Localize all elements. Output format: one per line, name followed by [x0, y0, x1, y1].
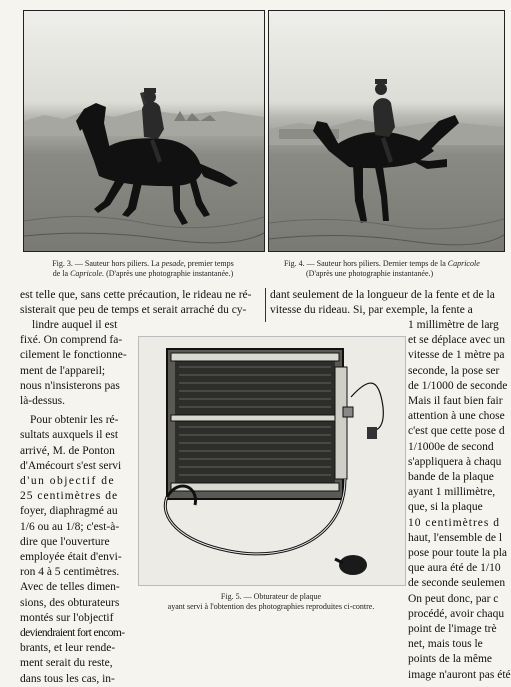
- fig4-caption-line1: Fig. 4. — Sauteur hors piliers. Dernier temps de la: [284, 259, 446, 268]
- text-line: point de l'image trè: [408, 623, 497, 636]
- text-line: est telle que, sans cette précaution, le rideau ne ré-: [20, 289, 252, 301]
- text-line: ayant 1 millimètre,: [408, 486, 496, 499]
- text-line: points de la même: [408, 653, 492, 666]
- fig3-caption-rest: premier temps: [187, 259, 234, 268]
- text-line: sisterait que peu de temps et serait arraché du cy-: [20, 304, 247, 317]
- text-line: foyer, diaphragmé au: [20, 505, 118, 518]
- fig3-caption-line2a: de la: [52, 269, 69, 278]
- figure-5-illustration: [138, 336, 406, 586]
- text-line: dire que l'ouverture: [20, 535, 110, 548]
- text-line: deviendraient fort encom-: [20, 627, 125, 640]
- left-column-intro: [20, 288, 260, 318]
- text-line: Pour obtenir les ré-: [30, 414, 119, 427]
- text-line: attention à une chose: [408, 410, 505, 423]
- plate-shutter-drawing: [139, 337, 405, 585]
- text-line: bande de la plaque: [408, 471, 494, 484]
- text-line: fixé. On comprend fa-: [20, 334, 123, 347]
- text-line: 10 centimètres d: [408, 516, 501, 529]
- fig3-caption-italic: pesade,: [161, 259, 186, 268]
- text-line: haut, l'ensemble de l: [408, 531, 503, 544]
- text-line: 1/1000e de second: [408, 440, 494, 453]
- text-line: 25 centimètres de: [20, 490, 119, 503]
- fig5-caption-line1: Fig. 5. — Obturateur de plaque: [220, 592, 322, 601]
- text-line: ment serait du reste,: [20, 657, 113, 670]
- text-line: d'Amécourt s'est servi: [20, 459, 122, 472]
- text-line: c'est que cette pose d: [408, 425, 505, 438]
- fig4-caption-line2: (D'après une photographie instantanée.): [306, 269, 434, 278]
- text-line: que aura été de 1/10: [408, 562, 501, 575]
- text-line: ment de l'appareil;: [20, 364, 106, 377]
- text-line: sultats auxquels il est: [20, 429, 119, 442]
- right-column-intro: [270, 288, 500, 318]
- text-line: procédé, avoir chaqu: [408, 607, 505, 620]
- text-line: 1 millimètre de larg: [408, 319, 499, 331]
- figure-4-caption: [268, 259, 503, 279]
- text-line: d'un objectif de: [20, 475, 116, 488]
- text-line: s'appliquera à chaqu: [408, 455, 502, 468]
- text-line: lindre auquel il est: [32, 319, 118, 331]
- text-line: dans tous les cas, in-: [20, 672, 115, 685]
- text-line: de seconde seulemen: [408, 577, 506, 590]
- figure-4-photo: [268, 10, 505, 252]
- figure-5-caption: [138, 592, 404, 612]
- text-line: là-dessus.: [20, 395, 66, 408]
- fig5-caption-line2: ayant servi à l'obtention des photographies reproduites ci-contre.: [167, 602, 375, 611]
- text-line: dant seulement de la longueur de la fente et de la: [270, 289, 495, 301]
- text-line: arrivé, M. de Ponton: [20, 444, 115, 457]
- figure-3-caption: [23, 259, 263, 279]
- text-line: brants, et leur rende-: [20, 642, 116, 655]
- text-line: cilement le fonctionne-: [20, 349, 127, 362]
- right-column-body: [408, 318, 511, 683]
- text-line: pose pour toute la pla: [408, 547, 508, 560]
- fig3-caption-line2b: (D'après une photographie instantanée.): [106, 269, 234, 278]
- text-line: montés sur l'objectif: [20, 611, 114, 624]
- text-line: On peut donc, par c: [408, 592, 499, 605]
- text-line: vitesse du rideau. Si, par exemple, la fente a: [270, 304, 473, 317]
- text-line: que, si la plaque: [408, 501, 483, 514]
- column-divider: [265, 288, 266, 322]
- text-line: seconde, la pose ser: [408, 364, 500, 377]
- text-line: Avec de telles dimen-: [20, 581, 120, 594]
- text-line: vitesse de 1 mètre pa: [408, 349, 505, 362]
- text-line: Mais il faut bien fair: [408, 395, 503, 408]
- text-line: net, mais tous le: [408, 638, 483, 651]
- text-line: ron 4 à 5 centimètres.: [20, 566, 120, 579]
- text-line: et se déplace avec un: [408, 334, 506, 347]
- text-line: nous n'insisterons pas: [20, 379, 120, 392]
- fig3-caption-line2-italic: Capricole.: [70, 269, 105, 278]
- text-line: de 1/1000 de seconde: [408, 379, 508, 392]
- text-line: 1/6 ou au 1/8; c'est-à-: [20, 520, 120, 533]
- text-line: employée était d'envi-: [20, 551, 122, 564]
- fig3-caption-main: Fig. 3. — Sauteur hors piliers. La: [52, 259, 160, 268]
- left-column-body: [20, 318, 136, 687]
- figure-3-photo: [23, 10, 265, 252]
- horse-kicking-illustration: [269, 11, 504, 251]
- text-line: sions, des obturateurs: [20, 596, 120, 609]
- text-line: image n'auront pas été: [408, 668, 511, 681]
- fig4-caption-italic: Capricole: [447, 259, 480, 268]
- horse-rearing-illustration: [24, 11, 264, 251]
